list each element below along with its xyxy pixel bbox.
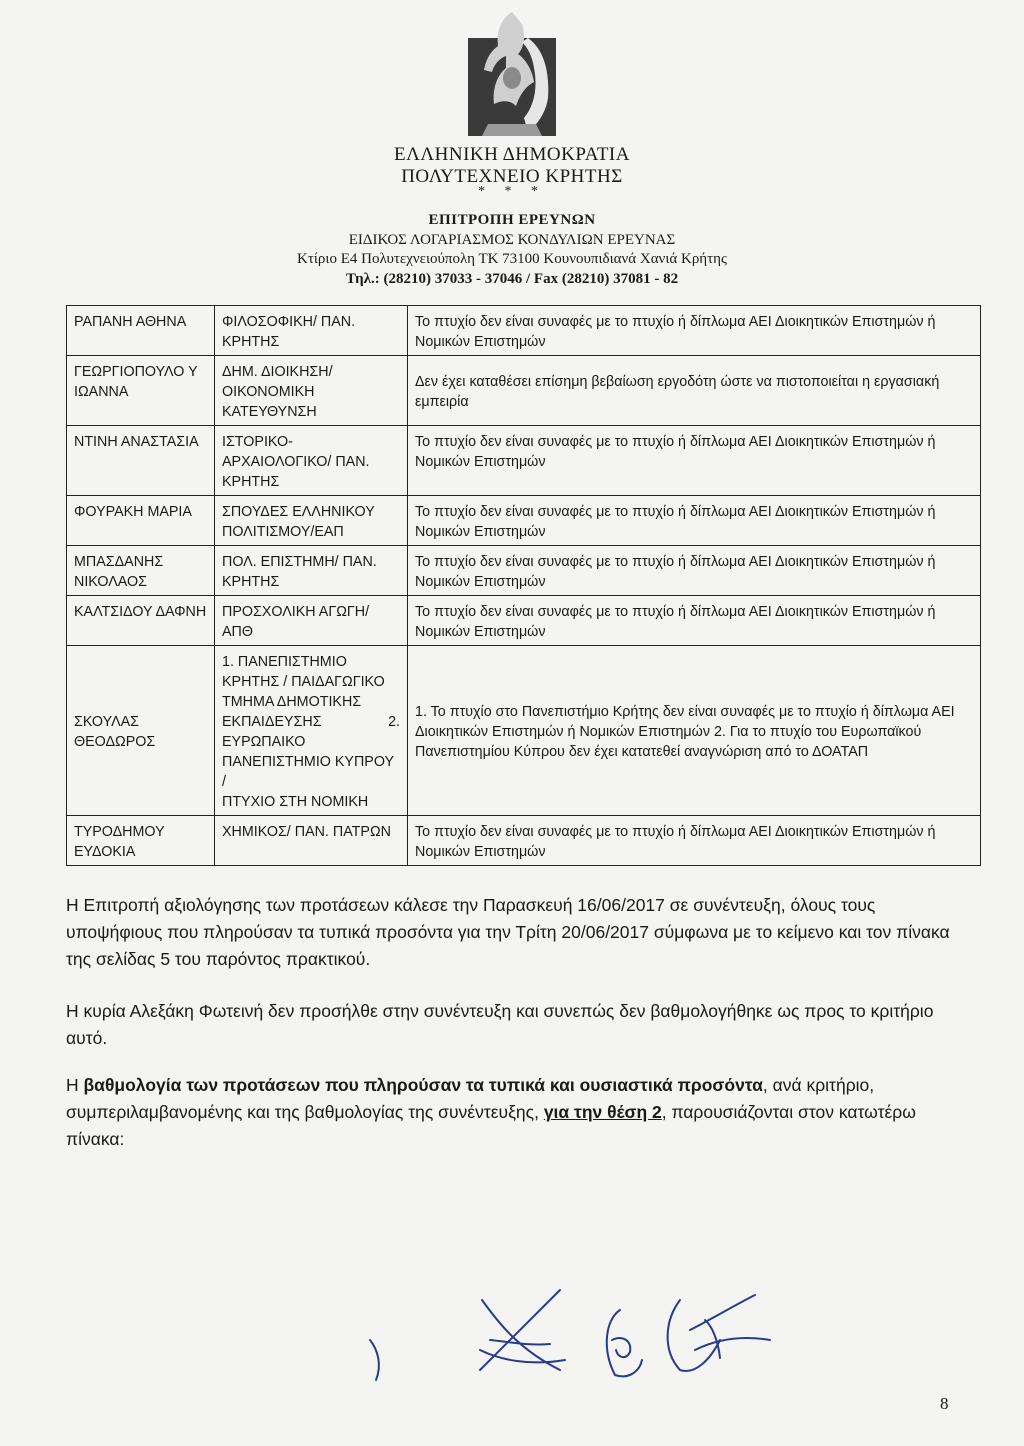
candidate-degree: ΔΗΜ. ΔΙΟΙΚΗΣΗ/ΟΙΚΟΝΟΜΙΚΗ ΚΑΤΕΥΘΥΝΣΗ <box>215 356 408 426</box>
paragraph-scoring-intro <box>66 1072 960 1153</box>
rejection-reason: Το πτυχίο δεν είναι συναφές με το πτυχίο ή δίπλωμα ΑΕΙ Διοικητικών Επιστημών ή Νομικών Επιστημών <box>408 546 981 596</box>
scoring-text-c: , ανά κριτήριο, συμπεριλαμβανομένης και της βαθμολογίας της συνέντευξης, <box>66 1075 875 1122</box>
degree-line-left: ΕΚΠΑΙΔΕΥΣΗΣ <box>222 714 322 730</box>
candidate-degree: ΠΟΛ. ΕΠΙΣΤΗΜΗ/ ΠΑΝ. ΚΡΗΤΗΣ <box>215 546 408 596</box>
degree-line: 1. ΠΑΝΕΠΙΣΤΗΜΙΟ <box>222 654 347 670</box>
header-country: ΕΛΛΗΝΙΚΗ ΔΗΜΟΚΡΑΤΙΑ <box>394 144 630 165</box>
table-row <box>67 306 981 356</box>
candidates-table <box>66 305 981 866</box>
header-stars: * * * <box>478 184 546 199</box>
rejection-reason: Δεν έχει καταθέσει επίσημη βεβαίωση εργοδότη ώστε να πιστοποιείται η εργασιακή εμπειρία <box>408 356 981 426</box>
header-university: ΠΟΛΥΤΕΧΝΕΙΟ ΚΡΗΤΗΣ <box>401 166 623 187</box>
degree-line: ΤΜΗΜΑ ΔΗΜΟΤΙΚΗΣ <box>222 694 362 710</box>
paragraph-interview-invitation: Η Επιτροπή αξιολόγησης των προτάσεων κάλεσε την Παρασκευή 16/06/2017 σε συνέντευξη, όλους τους υποψήφιους που πληρούσαν τα τυπικά προσόντα για την Τρίτη 20/06/2017 σύμφωνα με το κείμενο και τον πίνακα της σελίδας 5 του παρόντος πρακτικού. <box>66 895 950 969</box>
handwritten-signatures <box>350 1280 790 1390</box>
table-row <box>67 816 981 866</box>
candidate-degree <box>215 646 408 816</box>
scoring-text-e: , παρουσιάζονται στον κατωτέρω πίνακα: <box>66 1102 916 1149</box>
candidate-name: ΚΑΛΤΣΙΔΟΥ ΔΑΦΝΗ <box>67 596 215 646</box>
scoring-text-bold: βαθμολογία των προτάσεων που πληρούσαν τα τυπικά και ουσιαστικά προσόντα <box>83 1075 763 1095</box>
table-row <box>67 596 981 646</box>
scoring-text-a: Η <box>66 1075 84 1095</box>
rejection-reason: Το πτυχίο δεν είναι συναφές με το πτυχίο ή δίπλωμα ΑΕΙ Διοικητικών Επιστημών ή Νομικών Επιστημών <box>408 596 981 646</box>
rejection-reason: Το πτυχίο δεν είναι συναφές με το πτυχίο ή δίπλωμα ΑΕΙ Διοικητικών Επιστημών ή Νομικών Επιστημών <box>408 496 981 546</box>
rejection-reason: 1. Το πτυχίο στο Πανεπιστήμιο Κρήτης δεν είναι συναφές με το πτυχίο ή δίπλωμα ΑΕΙ Διοικητικών Επιστημών ή Νομικών Επιστημών 2. Για το πτυχίο του Ευρωπαϊκού Πανεπιστημίου Κύπρου δεν έχει κατατεθεί αναγνώριση από το ΔΟΑΤΑΠ <box>408 646 981 816</box>
degree-line: ΕΥΡΩΠΑΙΚΟ <box>222 734 306 750</box>
candidate-name: ΝΤΙΝΗ ΑΝΑΣΤΑΣΙΑ <box>67 426 215 496</box>
degree-line-right: 2. <box>388 714 400 730</box>
table-row <box>67 356 981 426</box>
page-number: 8 <box>940 1394 949 1413</box>
degree-line: ΠΤΥΧΙΟ ΣΤΗ ΝΟΜΙΚΗ <box>222 794 369 810</box>
table-row <box>67 426 981 496</box>
table-row <box>67 496 981 546</box>
rejection-reason: Το πτυχίο δεν είναι συναφές με το πτυχίο ή δίπλωμα ΑΕΙ Διοικητικών Επιστημών ή Νομικών Επιστημών <box>408 306 981 356</box>
candidate-degree: ΠΡΟΣΧΟΛΙΚΗ ΑΓΩΓΗ/ΑΠΘ <box>215 596 408 646</box>
candidate-degree: ΙΣΤΟΡΙΚΟ-ΑΡΧΑΙΟΛΟΓΙΚΟ/ ΠΑΝ. ΚΡΗΤΗΣ <box>215 426 408 496</box>
candidate-name: ΤΥΡΟΔΗΜΟΥ ΕΥΔΟΚΙΑ <box>67 816 215 866</box>
degree-line <box>222 712 400 732</box>
degree-line: ΚΡΗΤΗΣ / ΠΑΙΔΑΓΩΓΙΚΟ <box>222 674 385 690</box>
candidate-name: ΓΕΩΡΓΙΟΠΟΥΛΟ Υ ΙΩΑΝΝΑ <box>67 356 215 426</box>
university-emblem-icon <box>462 8 562 140</box>
table-row <box>67 646 981 816</box>
degree-line: ΠΑΝΕΠΙΣΤΗΜΙΟ ΚΥΠΡΟΥ / <box>222 754 394 790</box>
rejection-reason: Το πτυχίο δεν είναι συναφές με το πτυχίο ή δίπλωμα ΑΕΙ Διοικητικών Επιστημών ή Νομικών Επιστημών <box>408 426 981 496</box>
candidate-name: ΦΟΥΡΑΚΗ ΜΑΡΙΑ <box>67 496 215 546</box>
header-address: Κτίριο Ε4 Πολυτεχνειούπολη ΤΚ 73100 Κουνουπιδιανά Χανιά Κρήτης <box>297 251 727 267</box>
candidate-name: ΜΠΑΣΔΑΝΗΣ ΝΙΚΟΛΑΟΣ <box>67 546 215 596</box>
candidate-name: ΡΑΠΑΝΗ ΑΘΗΝΑ <box>67 306 215 356</box>
paragraph-absence-note: Η κυρία Αλεξάκη Φωτεινή δεν προσήλθε στην συνέντευξη και συνεπώς δεν βαθμολογήθηκε ως προς το κριτήριο αυτό. <box>66 1001 934 1048</box>
table-row <box>67 546 981 596</box>
candidate-degree: ΦΙΛΟΣΟΦΙΚΗ/ ΠΑΝ. ΚΡΗΤΗΣ <box>215 306 408 356</box>
rejection-reason: Το πτυχίο δεν είναι συναφές με το πτυχίο ή δίπλωμα ΑΕΙ Διοικητικών Επιστημών ή Νομικών Επιστημών <box>408 816 981 866</box>
scoring-text-position: για την θέση 2 <box>543 1102 662 1122</box>
candidate-name: ΣΚΟΥΛΑΣ ΘΕΟΔΩΡΟΣ <box>67 646 215 816</box>
header-phone: Τηλ.: (28210) 37033 - 37046 / Fax (28210) 37081 - 82 <box>345 271 679 287</box>
header-account: ΕΙΔΙΚΟΣ ΛΟΓΑΡΙΑΣΜΟΣ ΚΟΝΔΥΛΙΩΝ ΕΡΕΥΝΑΣ <box>348 232 676 248</box>
header-committee: ΕΠΙΤΡΟΠΗ ΕΡΕΥΝΩΝ <box>428 212 596 228</box>
candidate-degree: ΣΠΟΥΔΕΣ ΕΛΛΗΝΙΚΟΥ ΠΟΛΙΤΙΣΜΟΥ/ΕΑΠ <box>215 496 408 546</box>
candidate-degree: ΧΗΜΙΚΟΣ/ ΠΑΝ. ΠΑΤΡΩΝ <box>215 816 408 866</box>
